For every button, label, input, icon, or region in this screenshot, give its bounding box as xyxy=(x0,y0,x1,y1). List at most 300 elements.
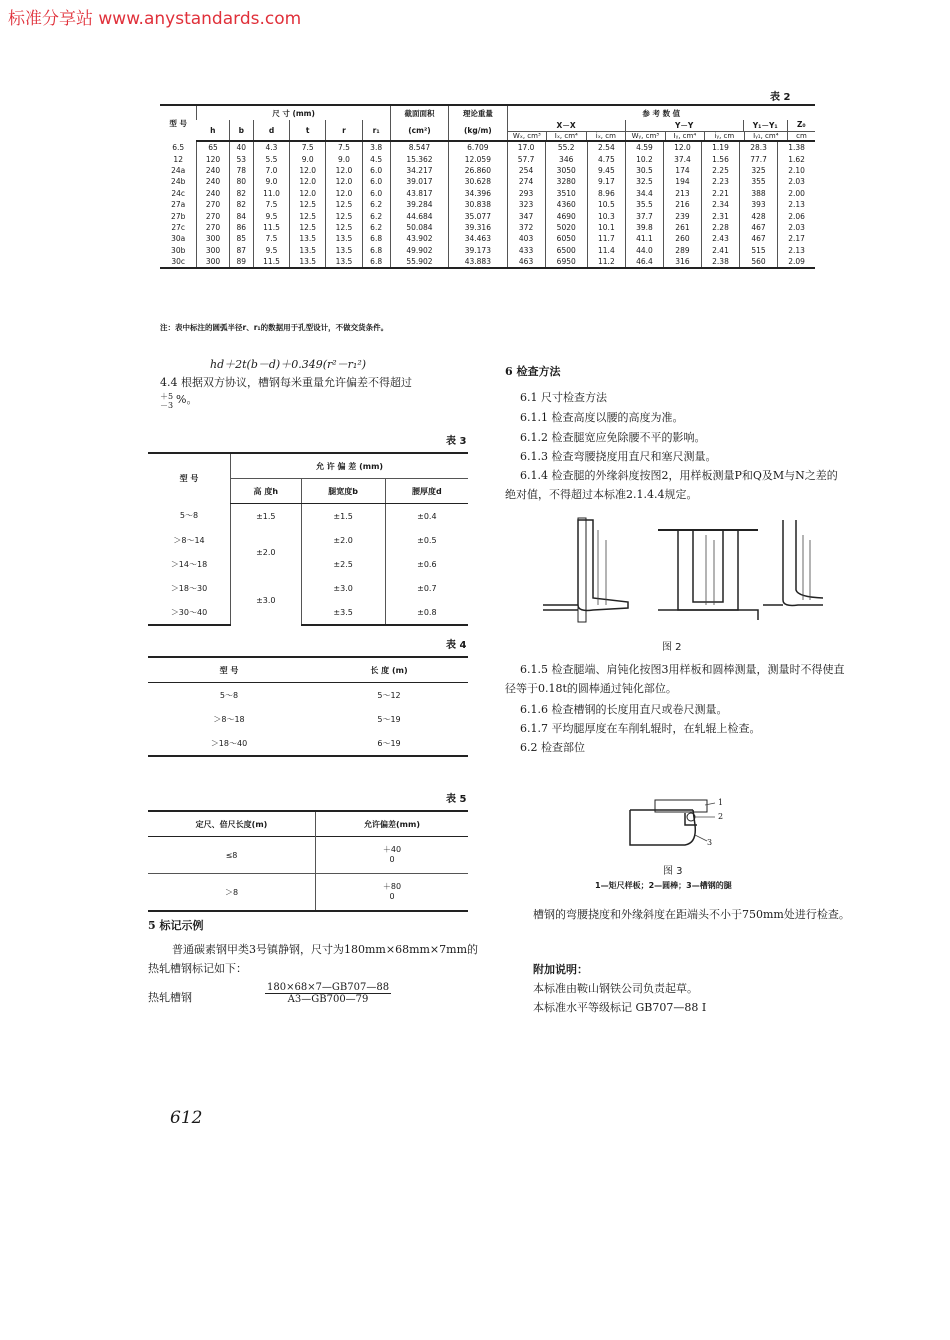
t2-cell: 2.41 xyxy=(701,245,739,256)
t2-cell: 30a xyxy=(171,234,186,244)
t2-cell: 6950 xyxy=(545,256,587,268)
table2-note: 注：表中标注的圆弧半径r、r₁的数据用于孔型设计，不做交货条件。 xyxy=(160,323,389,332)
t2-cell: 1.38 xyxy=(778,141,815,153)
t2-weight-unit: (kg/m) xyxy=(449,120,507,141)
t2-group-yy: Y－Y xyxy=(625,120,743,131)
t2-cell: 8.96 xyxy=(587,188,625,199)
t2-cell: 260 xyxy=(663,233,701,244)
t3-col-d: 腰厚度d xyxy=(385,479,468,504)
t2-cell: 433 xyxy=(507,245,545,256)
t2-cell: 30.838 xyxy=(449,199,507,210)
t2-cell: 49.902 xyxy=(390,245,448,256)
t5-col-dev: 允许偏差(mm) xyxy=(316,811,469,837)
t2-cell: 57.7 xyxy=(507,153,545,164)
t2-cell: 372 xyxy=(507,222,545,233)
t2-cell: 13.5 xyxy=(290,256,326,268)
tol-minus: －3 xyxy=(160,401,174,410)
t2-cell: 6.0 xyxy=(362,165,390,176)
t2-cell: 39.017 xyxy=(390,176,448,187)
table5-label: 表 5 xyxy=(446,794,467,805)
t2-cell: 560 xyxy=(740,256,778,268)
t2-row xyxy=(160,256,815,268)
t2-cell: 1.62 xyxy=(778,153,815,164)
t2-cell: 6.0 xyxy=(362,176,390,187)
sec6-title: 6 检查方法 xyxy=(505,365,561,378)
t2-cell: 30c xyxy=(160,256,197,268)
t2-cell: 10.1 xyxy=(587,222,625,233)
table4-label: 表 4 xyxy=(446,640,467,651)
t2-cell: 6500 xyxy=(545,245,587,256)
t2-cell: 9.5 xyxy=(253,245,289,256)
t2-cell: 82 xyxy=(229,188,253,199)
site-header-link[interactable]: 标准分享站 www.anystandards.com xyxy=(8,9,302,29)
t2-ref-col: iᵧ, cm xyxy=(704,132,744,140)
t3-cell: ±0.5 xyxy=(385,528,468,552)
t3-cell: ±0.4 xyxy=(385,504,468,529)
t2-cell: 274 xyxy=(507,176,545,187)
t2-row xyxy=(160,210,815,221)
t2-cell: 13.5 xyxy=(326,256,362,268)
t2-cell: 39.316 xyxy=(449,222,507,233)
t3-cell: 5～8 xyxy=(179,511,199,521)
t2-cell: 270 xyxy=(197,199,229,210)
t4-col-model: 型 号 xyxy=(148,657,310,683)
t2-col-t: t xyxy=(290,120,326,141)
t2-cell: 9.0 xyxy=(290,153,326,164)
t2-cell: 17.0 xyxy=(507,141,545,153)
t2-weight-header: 理论重量 xyxy=(449,105,507,120)
t2-cell: 82 xyxy=(229,199,253,210)
t2-cell: 120 xyxy=(197,153,229,164)
sec6-1-6: 6.1.6 检查槽钢的长度用直尺或卷尺测量。 xyxy=(520,703,728,716)
t2-cell: 12.0 xyxy=(290,176,326,187)
fig3-num-1: 1 xyxy=(718,798,724,807)
t2-cell: 12 xyxy=(173,154,183,164)
t2-cell: 467 xyxy=(740,222,778,233)
table4 xyxy=(148,656,468,757)
t2-cell: 7.5 xyxy=(253,199,289,210)
t2-cell: 85 xyxy=(229,233,253,244)
t2-cell: 35.077 xyxy=(449,210,507,221)
t2-cell: 30b xyxy=(171,245,186,255)
t2-cell: 53 xyxy=(229,153,253,164)
t2-cell: 44.684 xyxy=(390,210,448,221)
t2-cell: 2.13 xyxy=(778,245,815,256)
t2-cell: 11.4 xyxy=(587,245,625,256)
t2-cell: 12.0 xyxy=(326,165,362,176)
sec6-2: 6.2 检查部位 xyxy=(520,741,585,754)
t2-cell: 4.3 xyxy=(253,141,289,153)
t2-body xyxy=(160,141,815,268)
t2-cell: 4.5 xyxy=(362,153,390,164)
t2-cell: 80 xyxy=(229,176,253,187)
t2-cell: 6.5 xyxy=(172,142,185,152)
t2-cell: 11.2 xyxy=(587,256,625,268)
figure-3-legend: 1—矩尺样板；2—圆棒；3—槽钢的腿 xyxy=(595,881,732,890)
t2-cell: 7.5 xyxy=(253,233,289,244)
t3-model-header: 型 号 xyxy=(148,453,231,504)
t2-cell: 26.860 xyxy=(449,165,507,176)
t2-cell: 4.75 xyxy=(587,153,625,164)
t2-row xyxy=(160,165,815,176)
t2-cell: 44.0 xyxy=(625,245,663,256)
t3-cell: ＞30～40 xyxy=(148,600,231,625)
additional-notes-title: 附加说明： xyxy=(533,963,588,976)
t2-cell: 216 xyxy=(663,199,701,210)
t2-cell: 27a xyxy=(171,200,186,210)
t5-plus: ＋40 xyxy=(382,845,402,854)
t2-cell: 300 xyxy=(197,245,229,256)
t2-cell: 12.0 xyxy=(663,141,701,153)
table5 xyxy=(148,810,468,912)
t2-cell: 300 xyxy=(197,233,229,244)
t2-cell: 34.217 xyxy=(390,165,448,176)
t2-cell: 174 xyxy=(663,165,701,176)
t2-cell: 39.8 xyxy=(625,222,663,233)
t2-cell: 43.902 xyxy=(390,233,448,244)
t2-cell: 37.7 xyxy=(625,210,663,221)
t2-cell: 428 xyxy=(740,210,778,221)
t2-cell: 12.0 xyxy=(326,188,362,199)
t2-cell: 2.17 xyxy=(778,233,815,244)
t2-cell: 4.59 xyxy=(625,141,663,153)
t2-cell: 316 xyxy=(663,256,701,268)
sec5-mark-num: 180×68×7—GB707—88 xyxy=(267,982,390,993)
t2-cell: 84 xyxy=(229,210,253,221)
t2-cell: 3510 xyxy=(545,188,587,199)
t2-row xyxy=(160,176,815,187)
t2-cell: 87 xyxy=(229,245,253,256)
sec5-mark xyxy=(265,982,391,1005)
t3-cell: ±3.5 xyxy=(301,600,385,625)
t5-dev-cell xyxy=(316,837,469,874)
t2-ref-col: Iᵧ₁, cm⁴ xyxy=(744,132,787,140)
t2-cell: 7.0 xyxy=(253,165,289,176)
t5-plus: ＋80 xyxy=(382,882,402,891)
sec6-1-4: 6.1.4 检查腿的外缘斜度按图2，用样板测量P和Q及M与N之差的绝对值，不得超过本标准2.1.4.4规定。 xyxy=(505,469,838,501)
t3-cell: ±3.0 xyxy=(231,576,302,625)
t3-col-b: 腿宽度b xyxy=(301,479,385,504)
t2-cell: 28.3 xyxy=(740,141,778,153)
additional-note-1: 本标准由鞍山钢铁公司负责起草。 xyxy=(533,982,698,995)
t5-cell: ＞8 xyxy=(148,874,316,912)
t2-cell: 347 xyxy=(507,210,545,221)
t2-row xyxy=(160,222,815,233)
t4-cell: 5～8 xyxy=(148,683,310,708)
t3-cell: ＞8～14 xyxy=(173,535,205,545)
sec5-para: 普通碳素钢甲类3号镇静钢，尺寸为180mm×68mm×7mm的热轧槽钢标记如下： xyxy=(148,943,479,975)
t2-cell: 240 xyxy=(197,176,229,187)
t2-cell: 1.19 xyxy=(701,141,739,153)
t2-cell: 6.2 xyxy=(362,199,390,210)
t2-cell: 3280 xyxy=(545,176,587,187)
t5-cell: ≤8 xyxy=(148,837,316,874)
t4-cell: ＞18～40 xyxy=(148,731,310,756)
weight-formula: hd＋2t(b－d)＋0.349(r²－r₁²) xyxy=(210,358,367,371)
t2-cell: 4360 xyxy=(545,199,587,210)
t2-cell: 13.5 xyxy=(290,245,326,256)
t2-cell: 6.2 xyxy=(362,210,390,221)
t2-cell: 463 xyxy=(507,256,545,268)
t3-cell: ±1.5 xyxy=(231,504,302,529)
t2-cell: 2.03 xyxy=(778,222,815,233)
t2-cell: 5020 xyxy=(545,222,587,233)
t2-cell: 9.5 xyxy=(253,210,289,221)
t2-cell: 194 xyxy=(663,176,701,187)
t2-group-z0: Z₀ xyxy=(787,120,815,131)
t2-cell: 2.03 xyxy=(778,176,815,187)
sec6-1-3: 6.1.3 检查弯腰挠度用直尺和塞尺测量。 xyxy=(520,450,717,463)
t4-cell: 5～19 xyxy=(377,714,401,724)
t2-ref-subheaders xyxy=(507,120,815,141)
t2-ref-col: Wₓ, cm³ xyxy=(512,132,541,140)
t2-cell: 10.3 xyxy=(587,210,625,221)
t2-row xyxy=(160,245,815,256)
t2-cell: 27c xyxy=(171,222,186,232)
t2-cell: 2.23 xyxy=(701,176,739,187)
t3-col-h: 高 度h xyxy=(231,479,302,504)
t2-row xyxy=(160,233,815,244)
t2-cell: 2.54 xyxy=(587,141,625,153)
t2-cell: 270 xyxy=(197,222,229,233)
sec5-mark-den: A3—GB700—79 xyxy=(287,994,369,1005)
t2-cell: 30.5 xyxy=(625,165,663,176)
t2-ref-col: cm xyxy=(787,132,815,140)
t2-row xyxy=(160,199,815,210)
t2-cell: 27b xyxy=(171,211,186,221)
t2-cell: 43.883 xyxy=(449,256,507,268)
sec6-1-7: 6.1.7 平均腿厚度在车削轧辊时，在轧辊上检查。 xyxy=(520,722,761,735)
t2-cell: 11.7 xyxy=(587,233,625,244)
t2-cell: 24c xyxy=(171,188,186,198)
t2-cell: 9.0 xyxy=(253,176,289,187)
t2-cell: 37.4 xyxy=(663,153,701,164)
sec5-label: 热轧槽钢 xyxy=(148,991,192,1004)
t2-cell: 289 xyxy=(663,245,701,256)
t2-cell: 6.2 xyxy=(362,222,390,233)
t2-group-y1y1: Y₁－Y₁ xyxy=(743,120,787,131)
t2-cell: 2.34 xyxy=(701,199,739,210)
t2-cell: 6.8 xyxy=(362,233,390,244)
t2-ref-col: Wᵧ, cm³ xyxy=(625,132,665,140)
t2-cell: 9.0 xyxy=(326,153,362,164)
table3-label: 表 3 xyxy=(446,436,467,447)
t2-cell: 2.43 xyxy=(701,233,739,244)
t3-cell: ±0.7 xyxy=(385,576,468,600)
t2-ref-col: iₓ, cm xyxy=(586,132,626,140)
t3-cell: ±0.6 xyxy=(385,552,468,576)
t2-cell: 15.362 xyxy=(390,153,448,164)
t3-cell: ±0.8 xyxy=(385,600,468,625)
t4-cell: 5～12 xyxy=(310,683,468,708)
t2-ref-col: Iₓ, cm⁴ xyxy=(546,132,586,140)
t2-dims-header: 尺 寸 (mm) xyxy=(197,105,390,120)
t2-cell: 2.28 xyxy=(701,222,739,233)
check-location-para: 槽钢的弯腰挠度和外缘斜度在距端头不小于750mm处进行检查。 xyxy=(533,908,850,921)
sec6-1-5: 6.1.5 检查腿端、肩钝化按图3用样板和圆棒测量，测量时不得使直径等于0.18t的圆棒通过钝化部位。 xyxy=(505,663,845,695)
t2-cell: 2.09 xyxy=(778,256,815,268)
t2-cell: 39.284 xyxy=(390,199,448,210)
t2-cell: 7.5 xyxy=(290,141,326,153)
t2-cell: 6.709 xyxy=(449,141,507,153)
t2-cell: 10.5 xyxy=(587,199,625,210)
t2-cell: 4690 xyxy=(545,210,587,221)
t2-cell: 2.31 xyxy=(701,210,739,221)
t2-cell: 11.5 xyxy=(253,222,289,233)
para-4-4-tolerance xyxy=(160,392,173,410)
t2-cell: 11.0 xyxy=(253,188,289,199)
t2-cell: 89 xyxy=(229,256,253,268)
t2-cell: 1.56 xyxy=(701,153,739,164)
t2-cell: 13.5 xyxy=(326,233,362,244)
t2-cell: 12.059 xyxy=(449,153,507,164)
t2-cell: 24b xyxy=(171,177,186,187)
t2-cell: 9.45 xyxy=(587,165,625,176)
t2-cell: 12.5 xyxy=(290,199,326,210)
sec6-1-1: 6.1.1 检查高度以腰的高度为准。 xyxy=(520,411,684,424)
t2-cell: 8.547 xyxy=(390,141,448,153)
t2-model-header: 型 号 xyxy=(160,105,197,141)
t2-row xyxy=(160,141,815,153)
t2-cell: 11.5 xyxy=(253,256,289,268)
t2-cell: 41.1 xyxy=(625,233,663,244)
tol-percent: %。 xyxy=(176,393,198,406)
t2-cell: 35.5 xyxy=(625,199,663,210)
t2-cell: 46.4 xyxy=(625,256,663,268)
t3-cell: ±2.0 xyxy=(301,528,385,552)
t3-cell: ＞14～18 xyxy=(170,559,208,569)
t4-cell: 6～19 xyxy=(310,731,468,756)
t5-zero: 0 xyxy=(389,855,395,864)
t2-cell: 13.5 xyxy=(326,245,362,256)
t2-cell: 24a xyxy=(171,165,186,175)
t3-group-header: 允 许 偏 差 (mm) xyxy=(231,453,469,479)
t2-cell: 403 xyxy=(507,233,545,244)
t2-col-h: h xyxy=(197,120,229,141)
t3-cell: ±1.5 xyxy=(301,504,385,529)
t2-cell: 346 xyxy=(545,153,587,164)
t2-cell: 300 xyxy=(197,256,229,268)
t2-cell: 12.0 xyxy=(290,165,326,176)
figure-3-caption: 图 3 xyxy=(663,866,683,877)
t2-cell: 240 xyxy=(197,165,229,176)
t3-cell: ±2.5 xyxy=(301,552,385,576)
t2-cell: 239 xyxy=(663,210,701,221)
t2-cell: 77.7 xyxy=(740,153,778,164)
t2-cell: 325 xyxy=(740,165,778,176)
t2-cell: 2.06 xyxy=(778,210,815,221)
t2-cell: 213 xyxy=(663,188,701,199)
figure-2 xyxy=(538,510,828,630)
t2-cell: 2.38 xyxy=(701,256,739,268)
t2-col-r1: r₁ xyxy=(362,120,390,141)
t2-cell: 9.17 xyxy=(587,176,625,187)
t2-cell: 6050 xyxy=(545,233,587,244)
t2-cell: 2.10 xyxy=(778,165,815,176)
t2-cell: 261 xyxy=(663,222,701,233)
t2-cell: 6.8 xyxy=(362,245,390,256)
t2-cell: 3.8 xyxy=(362,141,390,153)
t2-cell: 293 xyxy=(507,188,545,199)
t2-cell: 6.8 xyxy=(362,256,390,268)
t2-cell: 65 xyxy=(197,141,229,153)
table2-label: 表 2 xyxy=(770,92,791,103)
sec6-1: 6.1 尺寸检查方法 xyxy=(520,391,607,404)
page-number: 612 xyxy=(170,1108,203,1128)
t2-col-b: b xyxy=(229,120,253,141)
t4-col-length: 长 度 (m) xyxy=(310,657,468,683)
t2-area-header: 截面面积 xyxy=(390,105,448,120)
t2-cell: 2.21 xyxy=(701,188,739,199)
t2-cell: 12.5 xyxy=(326,222,362,233)
table3 xyxy=(148,452,468,626)
t2-cell: 55.2 xyxy=(545,141,587,153)
t2-cell: 270 xyxy=(197,210,229,221)
t2-cell: 32.5 xyxy=(625,176,663,187)
t2-cell: 2.25 xyxy=(701,165,739,176)
t2-cell: 7.5 xyxy=(326,141,362,153)
t2-cell: 515 xyxy=(740,245,778,256)
sec5-title: 5 标记示例 xyxy=(148,919,204,932)
t2-cell: 55.902 xyxy=(390,256,448,268)
t2-cell: 467 xyxy=(740,233,778,244)
t2-cell: 12.0 xyxy=(290,188,326,199)
t3-cell: ±3.0 xyxy=(301,576,385,600)
t2-cell: 34.396 xyxy=(449,188,507,199)
t2-ref-header: 参 考 数 值 xyxy=(507,105,815,120)
t3-cell: ±2.0 xyxy=(231,528,302,576)
t2-ref-col: Iᵧ, cm⁴ xyxy=(665,132,705,140)
t2-cell: 78 xyxy=(229,165,253,176)
t2-cell: 6.0 xyxy=(362,188,390,199)
t2-cell: 388 xyxy=(740,188,778,199)
t2-cell: 50.084 xyxy=(390,222,448,233)
t2-cell: 10.2 xyxy=(625,153,663,164)
t2-cell: 393 xyxy=(740,199,778,210)
t2-cell: 12.5 xyxy=(290,210,326,221)
t2-cell: 12.5 xyxy=(326,210,362,221)
t5-col-length: 定尺、倍尺长度(m) xyxy=(148,811,316,837)
t4-cell: ＞8～18 xyxy=(213,714,245,724)
t2-cell: 86 xyxy=(229,222,253,233)
t5-zero: 0 xyxy=(389,892,395,901)
t2-cell: 12.5 xyxy=(326,199,362,210)
t2-cell: 40 xyxy=(229,141,253,153)
para-4-4 xyxy=(160,373,480,392)
t2-cell: 240 xyxy=(197,188,229,199)
t2-col-r: r xyxy=(326,120,362,141)
additional-note-2: 本标准水平等级标记 GB707—88 I xyxy=(533,1001,707,1014)
table2 xyxy=(160,104,815,269)
t2-cell: 355 xyxy=(740,176,778,187)
t2-cell: 34.463 xyxy=(449,233,507,244)
t2-cell: 30.628 xyxy=(449,176,507,187)
tol-plus: ＋5 xyxy=(160,392,174,401)
t2-cell: 2.13 xyxy=(778,199,815,210)
t2-row xyxy=(160,188,815,199)
t2-cell: 13.5 xyxy=(290,233,326,244)
t2-cell: 12.0 xyxy=(326,176,362,187)
t2-area-unit: (cm²) xyxy=(390,120,448,141)
t2-cell: 12.5 xyxy=(290,222,326,233)
t2-cell: 43.817 xyxy=(390,188,448,199)
figure-2-caption: 图 2 xyxy=(662,642,682,653)
t5-dev-cell xyxy=(316,874,469,912)
t2-cell: 39.173 xyxy=(449,245,507,256)
para-4-4-text: 4.4 根据双方协议，槽钢每米重量允许偏差不得超过 xyxy=(160,376,412,389)
t2-group-xx: X－X xyxy=(556,121,576,130)
t2-cell: 5.5 xyxy=(253,153,289,164)
